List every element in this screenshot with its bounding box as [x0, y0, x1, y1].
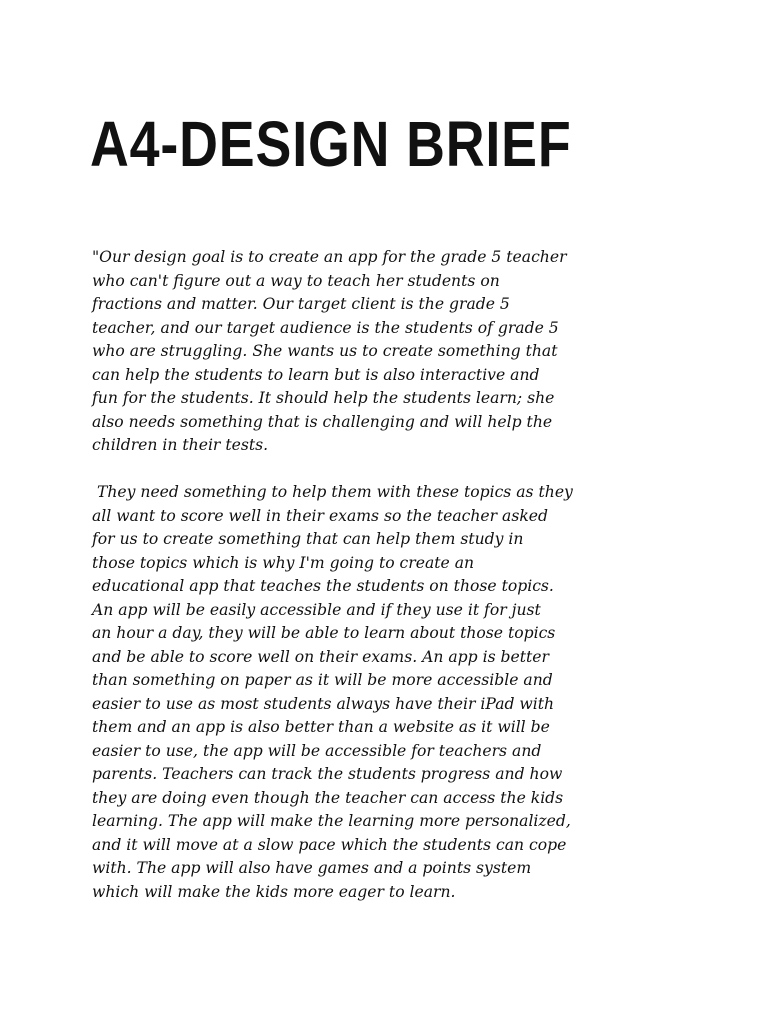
paragraph-1: "Our design goal is to create an app for the grade 5 teacher who can't figure out a way to teach her students on fractions and matter. Our target client is the grade 5 teacher, and our target audience is the students of grade 5 who are struggling. She wants us to create something that can help the students to learn but is also interactive and fun for the students. It should help the students learn; she also needs something that is challenging and will help the children in their tests. [92, 248, 567, 454]
paragraph-2: They need something to help them with these topics as they all want to score well in their exams so the teacher asked for us to create something that can help them study in those topics which is why I'm going to create an educational app that teaches the students on those topics. An app will be easily accessible and if they use it for just an hour a day, they will be able to learn about those topics and be able to score well on their exams. An app is better than something on paper as it will be more accessible and easier to use as most students always have their iPad with them and an app is also better than a website as it will be easier to use, the app will be accessible for teachers and parents. Teachers can track the students progress and how they are doing even though the teacher can access the kids learning. The app will make the learning more personalized, and it will move at a slow pace which the students can cope with. The app will also have games and a points system which will make the kids more eager to learn. [92, 483, 573, 901]
page-title: A4-DESIGN BRIEF [90, 108, 572, 180]
body-text [92, 246, 690, 904]
